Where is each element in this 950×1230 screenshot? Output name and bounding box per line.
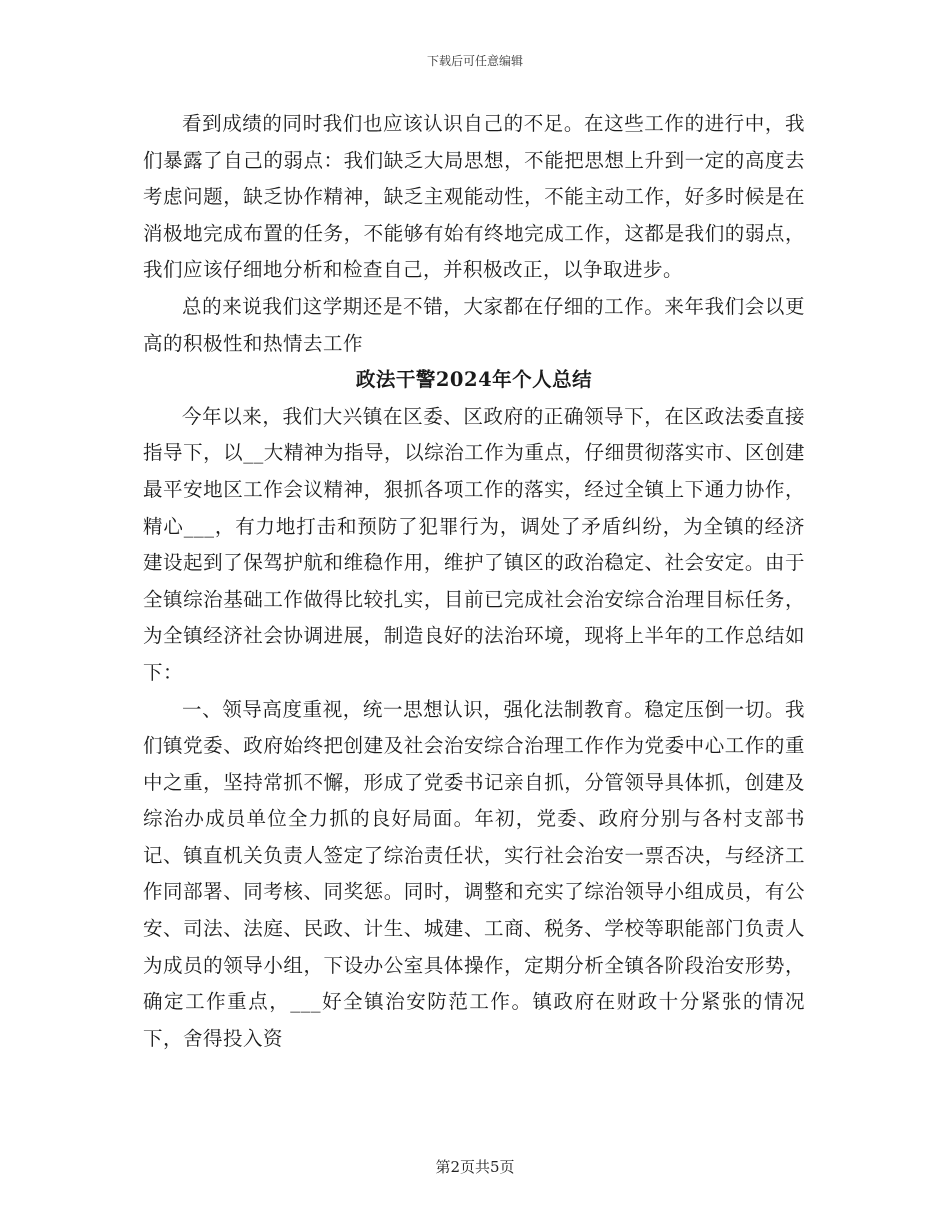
paragraph: 总的来说我们这学期还是不错，大家都在仔细的工作。来年我们会以更高的积极性和热情去工作 bbox=[143, 294, 805, 355]
paragraph: 今年以来，我们大兴镇在区委、区政府的正确领导下，在区政法委直接指导下，以__大精神为指导，以综治工作为重点，仔细贯彻落实市、区创建最平安地区工作会议精神，狠抓各项工作的落实，经过全镇上下通力协作，精心___，有力地打击和预防了犯罪行为，调处了矛盾纠纷，为全镇的经济建设起到了保驾护航和维稳作用，维护了镇区的政治稳定、社会安定。由于全镇综治基础工作做得比较扎实，目前已完成社会治安综合治理目标任务，为全镇经济社会协调进展，制造良好的法治环境，现将上半年的工作总结如下： bbox=[143, 404, 805, 684]
page-header: 下载后可任意编辑 bbox=[426, 54, 523, 68]
paragraph: 看到成绩的同时我们也应该认识自己的不足。在这些工作的进行中，我们暴露了自己的弱点：我们缺乏大局思想，不能把思想上升到一定的高度去考虑问题，缺乏协作精神，缺乏主观能动性，不能主动工作，好多时候是在消极地完成布置的任务，不能够有始有终地完成工作，这都是我们的弱点，我们应该仔细地分析和检查自己，并积极改正，以争取进步。 bbox=[143, 112, 805, 282]
paragraph: 一、领导高度重视，统一思想认识，强化法制教育。稳定压倒一切。我们镇党委、政府始终把创建及社会治安综合治理工作作为党委中心工作的重中之重，坚持常抓不懈，形成了党委书记亲自抓，分管领导具体抓，创建及综治办成员单位全力抓的良好局面。年初，党委、政府分别与各村支部书记、镇直机关负责人签定了综治责任状，实行社会治安一票否决，与经济工作同部署、同考核、同奖惩。同时，调整和充实了综治领导小组成员，有公安、司法、法庭、民政、计生、城建、工商、税务、学校等职能部门负责人为成员的领导小组，下设办公室具体操作，定期分析全镇各阶段治安形势，确定工作重点，___好全镇治安防范工作。镇政府在财政十分紧张的情况下，舍得投入资 bbox=[143, 697, 805, 1050]
section-title: 政法干警2024年个人总结 bbox=[355, 368, 593, 392]
page-footer: 第2页共5页 bbox=[435, 1158, 515, 1176]
document-body bbox=[143, 106, 805, 1057]
